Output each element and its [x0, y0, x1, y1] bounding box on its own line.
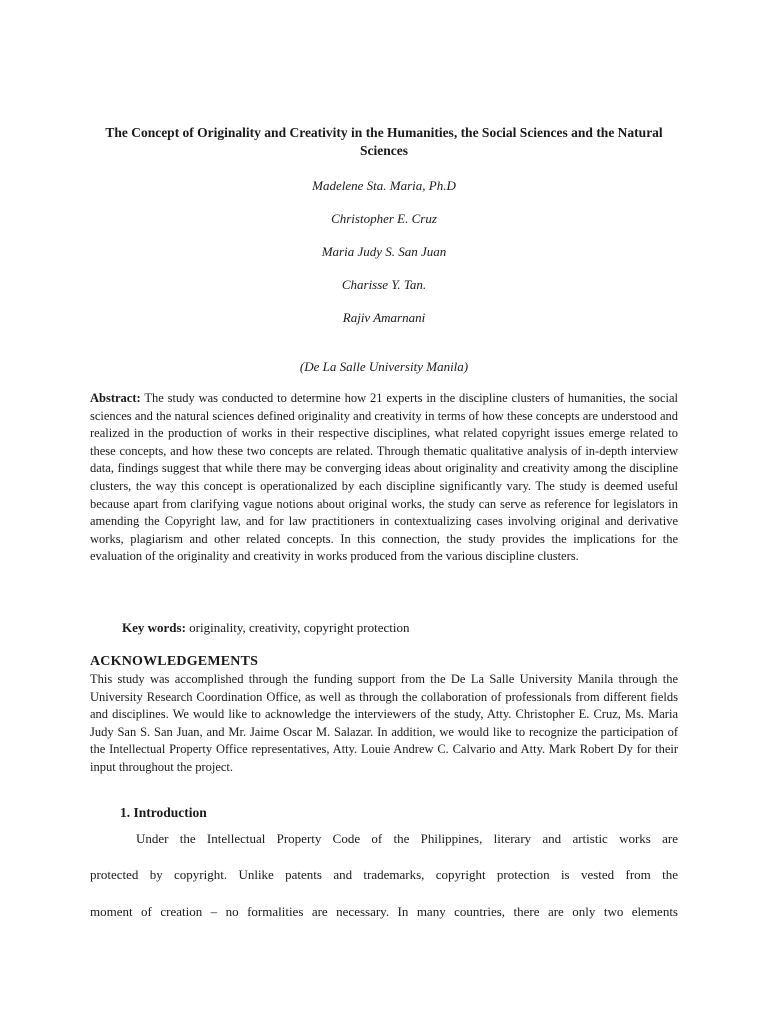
introduction-heading: 1. Introduction — [120, 805, 207, 820]
acknowledgements-heading: ACKNOWLEDGEMENTS — [90, 654, 259, 669]
introduction-line: protected by copyright. Unlike patents and trademarks, copyright protection is vested from the — [90, 867, 678, 882]
abstract-text: The study was conducted to determine how 21 experts in the discipline clusters of humanities, the social sciences and the natural sciences defined originality and creativity in terms of how these concepts are understood and realized in the production of works in their respective disciplines, what related copyright issues emerge related to these concepts, and how these two concepts are related. Through thematic qualitative analysis of in-depth interview data, findings suggest that while there may be converging ideas about originality and creativity among the discipline clusters, the way this concept is operationalized by each discipline significantly vary. The study is deemed useful because apart from clarifying vague notions about original works, the study can serve as reference for legislators in amending the Copyright law, and for law practitioners in contextualizing cases involving original and derivative works, plagiarism and other related concepts. In this connection, the study provides the implications for the evaluation of the originality and creativity in works produced from the various discipline clusters. — [90, 391, 679, 564]
abstract-label: Abstract: — [90, 391, 141, 405]
abstract-paragraph — [90, 390, 678, 566]
author-name: Christopher E. Cruz — [331, 211, 437, 226]
author-name: Madelene Sta. Maria, Ph.D — [312, 178, 456, 193]
author-name: Maria Judy S. San Juan — [321, 244, 447, 259]
paper-title: The Concept of Originality and Creativity in the Humanities, the Social Sciences and the Natural Sciences — [105, 125, 663, 158]
introduction-line: Under the Intellectual Property Code of the Philippines, literary and artistic works are — [136, 831, 678, 846]
author-name: Charisse Y. Tan. — [341, 277, 427, 292]
keywords-text: originality, creativity, copyright protection — [189, 620, 410, 635]
keywords-line — [122, 620, 410, 636]
acknowledgements-paragraph: This study was accomplished through the funding support from the De La Salle University Manila through the University Research Coordination Office, as well as through the collaboration of professionals from different fields and disciplines. We would like to acknowledge the interviewers of the study, Atty. Christopher E. Cruz, Ms. Maria Judy San S. San Juan, and Mr. Jaime Oscar M. Salazar. In addition, we would like to recognize the participation of the Intellectual Property Office representatives, Atty. Louie Andrew C. Calvario and Atty. Mark Robert Dy for their input throughout the project. — [90, 672, 678, 774]
author-name: Rajiv Amarnani — [342, 310, 426, 325]
introduction-line: moment of creation – no formalities are necessary. In many countries, there are only two elements — [90, 904, 678, 919]
affiliation: (De La Salle University Manila) — [299, 359, 469, 374]
keywords-label: Key words: — [122, 620, 186, 635]
